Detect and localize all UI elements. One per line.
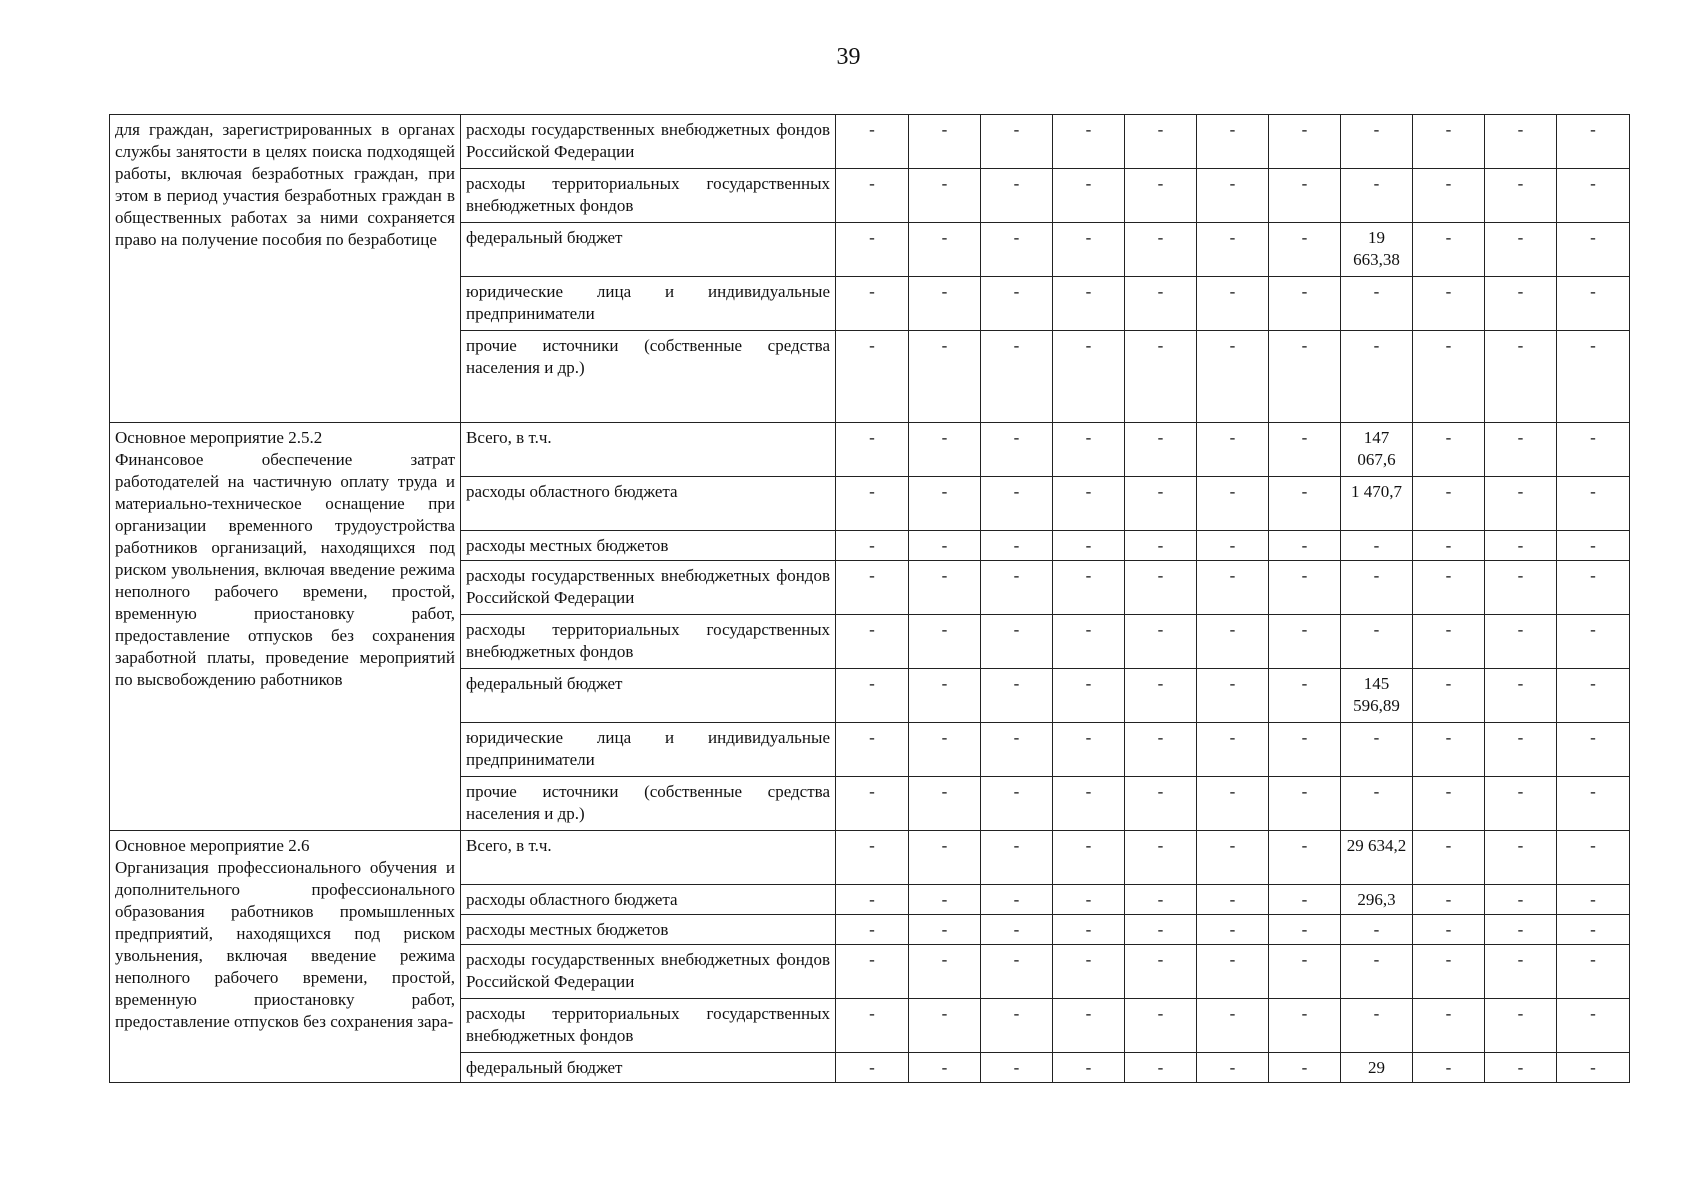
- value-cell: -: [981, 477, 1053, 531]
- value-cell: -: [981, 531, 1053, 561]
- value-cell: -: [909, 723, 981, 777]
- value-cell: -: [909, 999, 981, 1053]
- value-cell: -: [836, 423, 909, 477]
- value-cell: -: [1053, 999, 1125, 1053]
- value-cell: -: [1557, 169, 1630, 223]
- funding-source-cell: Всего, в т.ч.: [461, 831, 836, 885]
- value-cell: -: [1197, 531, 1269, 561]
- value-cell: -: [909, 615, 981, 669]
- value-cell: -: [1485, 169, 1557, 223]
- value-cell: -: [981, 669, 1053, 723]
- value-cell: -: [836, 885, 909, 915]
- value-cell: -: [909, 277, 981, 331]
- value-cell: -: [1557, 561, 1630, 615]
- value-cell: -: [1485, 1053, 1557, 1083]
- value-cell: -: [1341, 277, 1413, 331]
- value-cell: -: [1053, 277, 1125, 331]
- value-cell: -: [1341, 999, 1413, 1053]
- value-cell: -: [1413, 999, 1485, 1053]
- value-cell: -: [1413, 169, 1485, 223]
- value-cell: -: [1413, 831, 1485, 885]
- value-cell: -: [1269, 669, 1341, 723]
- event-description-text: Организация профессионального обучения и дополнительного профессионального образования работников промышленных предприятий, находящихся под риском увольнения, включая введение режима неполного рабочего времени, простой, временную приостановку работ, предоставление отпусков без сохранения зара-: [115, 858, 455, 1031]
- value-cell: -: [981, 723, 1053, 777]
- value-cell: -: [981, 915, 1053, 945]
- value-cell: 29 634,2: [1341, 831, 1413, 885]
- value-cell: -: [1557, 999, 1630, 1053]
- value-cell: -: [981, 115, 1053, 169]
- value-cell: -: [1269, 477, 1341, 531]
- value-cell: -: [1053, 669, 1125, 723]
- value-cell: -: [1269, 531, 1341, 561]
- value-cell: -: [1413, 723, 1485, 777]
- value-cell: -: [981, 561, 1053, 615]
- value-cell: -: [981, 1053, 1053, 1083]
- value-cell: -: [836, 277, 909, 331]
- value-cell: -: [981, 831, 1053, 885]
- value-cell: -: [1557, 531, 1630, 561]
- budget-table-body: [110, 115, 1630, 1083]
- value-cell: -: [1053, 885, 1125, 915]
- value-cell: -: [909, 1053, 981, 1083]
- value-cell: -: [909, 915, 981, 945]
- value-cell: -: [836, 331, 909, 423]
- value-cell: -: [1269, 277, 1341, 331]
- funding-source-cell: расходы местных бюджетов: [461, 531, 836, 561]
- value-cell: -: [1413, 423, 1485, 477]
- value-cell: -: [1125, 331, 1197, 423]
- value-cell: 29: [1341, 1053, 1413, 1083]
- value-cell: -: [981, 615, 1053, 669]
- value-cell: -: [981, 885, 1053, 915]
- value-cell: -: [1125, 945, 1197, 999]
- value-cell: -: [1485, 561, 1557, 615]
- value-cell: -: [1269, 615, 1341, 669]
- value-cell: -: [1557, 223, 1630, 277]
- value-cell: -: [836, 999, 909, 1053]
- page-number: 39: [836, 44, 861, 70]
- value-cell: -: [836, 915, 909, 945]
- value-cell: -: [1485, 669, 1557, 723]
- value-cell: -: [1485, 999, 1557, 1053]
- value-cell: -: [1197, 831, 1269, 885]
- value-cell: -: [981, 331, 1053, 423]
- funding-source-cell: федеральный бюджет: [461, 223, 836, 277]
- funding-source-cell: юридические лица и индивидуальные предприниматели: [461, 277, 836, 331]
- funding-source-cell: расходы территориальных государственных внебюджетных фондов: [461, 169, 836, 223]
- value-cell: -: [1197, 777, 1269, 831]
- value-cell: -: [1197, 277, 1269, 331]
- value-cell: -: [1485, 223, 1557, 277]
- value-cell: -: [1413, 331, 1485, 423]
- value-cell: -: [1269, 1053, 1341, 1083]
- value-cell: -: [1413, 1053, 1485, 1083]
- value-cell: -: [1557, 331, 1630, 423]
- funding-source-cell: федеральный бюджет: [461, 1053, 836, 1083]
- value-cell: -: [1125, 1053, 1197, 1083]
- funding-source-cell: расходы областного бюджета: [461, 477, 836, 531]
- value-cell: -: [1053, 831, 1125, 885]
- value-cell: -: [1125, 477, 1197, 531]
- value-cell: -: [1053, 223, 1125, 277]
- value-cell: -: [1053, 945, 1125, 999]
- event-description-cell: [110, 423, 461, 831]
- value-cell: -: [1557, 945, 1630, 999]
- event-description-cell: [110, 115, 461, 423]
- funding-source-cell: расходы территориальных государственных внебюджетных фондов: [461, 615, 836, 669]
- table-row: [110, 831, 1630, 885]
- value-cell: -: [1269, 945, 1341, 999]
- value-cell: -: [1341, 945, 1413, 999]
- value-cell: -: [1125, 915, 1197, 945]
- value-cell: -: [1557, 885, 1630, 915]
- value-cell: -: [1269, 223, 1341, 277]
- value-cell: -: [1053, 531, 1125, 561]
- value-cell: 19 663,38: [1341, 223, 1413, 277]
- budget-table: [109, 114, 1630, 1083]
- value-cell: -: [1557, 615, 1630, 669]
- value-cell: -: [1557, 831, 1630, 885]
- value-cell: -: [1485, 885, 1557, 915]
- value-cell: -: [1053, 615, 1125, 669]
- value-cell: -: [1269, 999, 1341, 1053]
- value-cell: -: [1269, 723, 1341, 777]
- value-cell: -: [909, 331, 981, 423]
- value-cell: -: [1053, 915, 1125, 945]
- value-cell: -: [1125, 669, 1197, 723]
- value-cell: -: [1125, 277, 1197, 331]
- value-cell: -: [1053, 723, 1125, 777]
- value-cell: -: [909, 561, 981, 615]
- value-cell: -: [981, 999, 1053, 1053]
- value-cell: -: [1197, 999, 1269, 1053]
- value-cell: -: [1269, 169, 1341, 223]
- value-cell: -: [1341, 915, 1413, 945]
- event-description-text: для граждан, зарегистрированных в органах службы занятости в целях поиска подходящей работы, включая безработных граждан, при этом в период участия безработных граждан в общественных работах за ними сохраняется право на получение пособия по безработице: [115, 120, 455, 249]
- value-cell: -: [1341, 115, 1413, 169]
- value-cell: -: [1413, 277, 1485, 331]
- value-cell: -: [1485, 277, 1557, 331]
- value-cell: -: [1053, 561, 1125, 615]
- value-cell: -: [1125, 885, 1197, 915]
- value-cell: -: [1557, 115, 1630, 169]
- value-cell: -: [909, 831, 981, 885]
- value-cell: -: [1269, 331, 1341, 423]
- value-cell: -: [1485, 915, 1557, 945]
- funding-source-cell: Всего, в т.ч.: [461, 423, 836, 477]
- value-cell: -: [1053, 777, 1125, 831]
- value-cell: -: [1053, 1053, 1125, 1083]
- value-cell: -: [909, 477, 981, 531]
- value-cell: -: [836, 531, 909, 561]
- value-cell: -: [1413, 777, 1485, 831]
- value-cell: -: [1125, 115, 1197, 169]
- value-cell: -: [909, 885, 981, 915]
- value-cell: -: [1413, 945, 1485, 999]
- value-cell: -: [1125, 615, 1197, 669]
- value-cell: -: [1269, 831, 1341, 885]
- table-row: [110, 115, 1630, 169]
- value-cell: -: [981, 777, 1053, 831]
- value-cell: -: [1485, 777, 1557, 831]
- value-cell: -: [836, 223, 909, 277]
- value-cell: -: [836, 1053, 909, 1083]
- funding-source-cell: прочие источники (собственные средства населения и др.): [461, 777, 836, 831]
- value-cell: -: [1413, 615, 1485, 669]
- value-cell: -: [1197, 423, 1269, 477]
- value-cell: -: [836, 777, 909, 831]
- value-cell: -: [1485, 477, 1557, 531]
- value-cell: -: [1557, 669, 1630, 723]
- value-cell: -: [1053, 331, 1125, 423]
- value-cell: -: [1053, 169, 1125, 223]
- value-cell: -: [1053, 477, 1125, 531]
- value-cell: -: [1197, 1053, 1269, 1083]
- value-cell: -: [1485, 831, 1557, 885]
- value-cell: -: [981, 223, 1053, 277]
- value-cell: -: [1341, 777, 1413, 831]
- value-cell: -: [909, 945, 981, 999]
- value-cell: -: [1413, 885, 1485, 915]
- event-description-text: Основное мероприятие 2.5.2: [115, 428, 323, 447]
- value-cell: -: [1485, 423, 1557, 477]
- value-cell: -: [1197, 331, 1269, 423]
- funding-source-cell: расходы территориальных государственных внебюджетных фондов: [461, 999, 836, 1053]
- value-cell: -: [1557, 477, 1630, 531]
- value-cell: -: [981, 945, 1053, 999]
- value-cell: -: [1269, 777, 1341, 831]
- funding-source-cell: федеральный бюджет: [461, 669, 836, 723]
- value-cell: -: [836, 169, 909, 223]
- value-cell: -: [1197, 669, 1269, 723]
- value-cell: -: [836, 561, 909, 615]
- value-cell: -: [836, 945, 909, 999]
- value-cell: -: [1557, 423, 1630, 477]
- funding-source-cell: расходы государственных внебюджетных фондов Российской Федерации: [461, 945, 836, 999]
- value-cell: -: [836, 831, 909, 885]
- value-cell: -: [909, 531, 981, 561]
- value-cell: -: [1125, 999, 1197, 1053]
- value-cell: -: [836, 615, 909, 669]
- value-cell: -: [836, 477, 909, 531]
- value-cell: -: [1125, 223, 1197, 277]
- value-cell: -: [1269, 423, 1341, 477]
- value-cell: -: [836, 723, 909, 777]
- value-cell: -: [1125, 561, 1197, 615]
- funding-source-cell: расходы областного бюджета: [461, 885, 836, 915]
- value-cell: -: [1197, 915, 1269, 945]
- value-cell: -: [1557, 777, 1630, 831]
- value-cell: -: [1413, 223, 1485, 277]
- value-cell: -: [1269, 561, 1341, 615]
- value-cell: -: [909, 777, 981, 831]
- value-cell: 296,3: [1341, 885, 1413, 915]
- value-cell: -: [1125, 831, 1197, 885]
- value-cell: -: [981, 423, 1053, 477]
- value-cell: -: [1557, 1053, 1630, 1083]
- value-cell: -: [1197, 615, 1269, 669]
- value-cell: -: [1413, 531, 1485, 561]
- value-cell: -: [1341, 331, 1413, 423]
- value-cell: -: [1485, 331, 1557, 423]
- funding-source-cell: расходы государственных внебюджетных фондов Российской Федерации: [461, 115, 836, 169]
- value-cell: -: [1269, 115, 1341, 169]
- value-cell: -: [1557, 915, 1630, 945]
- value-cell: -: [1125, 169, 1197, 223]
- value-cell: -: [1125, 531, 1197, 561]
- value-cell: -: [1413, 561, 1485, 615]
- value-cell: -: [1197, 223, 1269, 277]
- event-description-text: Финансовое обеспечение затрат работодателей на частичную оплату труда и материально-техническое оснащение при организации временного трудоустройства работников организаций, находящихся под риском увольнения, включая введение режима неполного рабочего времени, простой, временную приостановку работ, предоставление отпусков без сохранения заработной платы, проведение мероприятий по высвобождению работников: [115, 450, 455, 689]
- value-cell: -: [1413, 477, 1485, 531]
- value-cell: -: [1341, 169, 1413, 223]
- value-cell: -: [1485, 945, 1557, 999]
- value-cell: -: [909, 669, 981, 723]
- table-row: [110, 423, 1630, 477]
- value-cell: -: [1197, 561, 1269, 615]
- value-cell: -: [1485, 115, 1557, 169]
- value-cell: 145 596,89: [1341, 669, 1413, 723]
- value-cell: -: [836, 115, 909, 169]
- funding-source-cell: расходы государственных внебюджетных фондов Российской Федерации: [461, 561, 836, 615]
- value-cell: -: [1341, 561, 1413, 615]
- value-cell: -: [909, 115, 981, 169]
- value-cell: -: [1125, 423, 1197, 477]
- value-cell: -: [1485, 615, 1557, 669]
- value-cell: 1 470,7: [1341, 477, 1413, 531]
- value-cell: -: [1485, 531, 1557, 561]
- value-cell: -: [981, 169, 1053, 223]
- value-cell: -: [1485, 723, 1557, 777]
- value-cell: -: [1197, 115, 1269, 169]
- value-cell: -: [1413, 115, 1485, 169]
- value-cell: -: [909, 223, 981, 277]
- value-cell: -: [1197, 945, 1269, 999]
- value-cell: -: [1197, 169, 1269, 223]
- value-cell: -: [1557, 723, 1630, 777]
- value-cell: -: [1557, 277, 1630, 331]
- value-cell: -: [1053, 423, 1125, 477]
- value-cell: -: [1413, 915, 1485, 945]
- value-cell: -: [1341, 723, 1413, 777]
- value-cell: -: [1125, 723, 1197, 777]
- value-cell: -: [909, 423, 981, 477]
- value-cell: -: [1341, 531, 1413, 561]
- value-cell: 147 067,6: [1341, 423, 1413, 477]
- value-cell: -: [1269, 915, 1341, 945]
- value-cell: -: [1053, 115, 1125, 169]
- value-cell: -: [836, 669, 909, 723]
- value-cell: -: [909, 169, 981, 223]
- value-cell: -: [1413, 669, 1485, 723]
- value-cell: -: [1197, 477, 1269, 531]
- funding-source-cell: прочие источники (собственные средства населения и др.): [461, 331, 836, 423]
- funding-source-cell: юридические лица и индивидуальные предприниматели: [461, 723, 836, 777]
- funding-source-cell: расходы местных бюджетов: [461, 915, 836, 945]
- event-description-text: Основное мероприятие 2.6: [115, 836, 310, 855]
- value-cell: -: [1197, 885, 1269, 915]
- value-cell: -: [1341, 615, 1413, 669]
- event-description-cell: [110, 831, 461, 1083]
- value-cell: -: [1125, 777, 1197, 831]
- value-cell: -: [981, 277, 1053, 331]
- value-cell: -: [1269, 885, 1341, 915]
- value-cell: -: [1197, 723, 1269, 777]
